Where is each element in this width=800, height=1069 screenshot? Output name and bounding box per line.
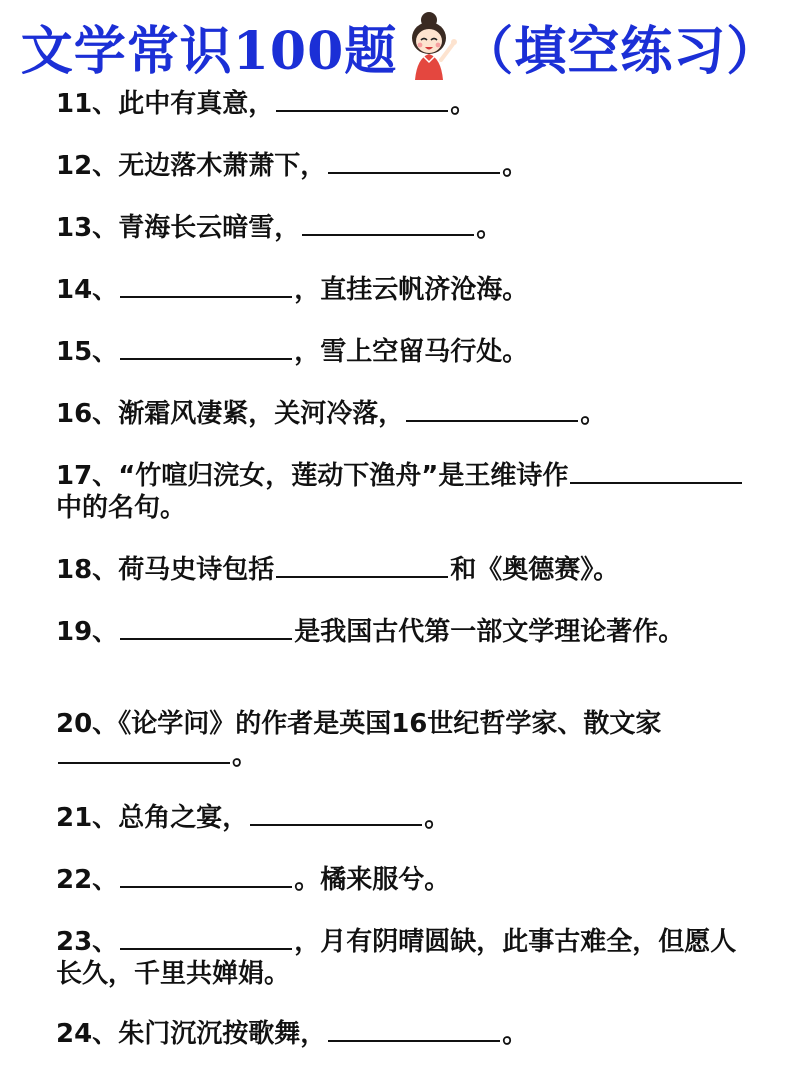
answer-blank[interactable] — [276, 554, 448, 578]
question-text: 朱门沉沉按歌舞， — [118, 1019, 327, 1049]
question-number: 14、 — [56, 275, 119, 305]
question-number: 15、 — [56, 337, 119, 367]
question-16 — [56, 398, 746, 430]
question-text: 。 — [502, 151, 529, 181]
question-text: 。橘来服兮。 — [294, 865, 451, 895]
question-number: 17、 — [56, 461, 119, 491]
girl-mascot-icon — [399, 10, 459, 82]
question-text: 《论学问》的作者是英国16世纪哲学家、散文家 — [118, 709, 662, 739]
question-12 — [56, 150, 746, 182]
question-text: 。 — [502, 1019, 529, 1049]
question-21 — [56, 802, 746, 834]
question-number: 16、 — [56, 399, 119, 429]
question-23 — [56, 926, 746, 990]
question-20 — [56, 708, 746, 772]
answer-blank[interactable] — [120, 336, 292, 360]
question-text: 。 — [424, 803, 451, 833]
answer-blank[interactable] — [302, 212, 474, 236]
question-number: 11、 — [56, 89, 119, 119]
question-number: 19、 — [56, 617, 119, 647]
answer-blank[interactable] — [328, 150, 500, 174]
page-header — [0, 8, 800, 84]
question-text: 和《奥德赛》。 — [450, 555, 620, 585]
question-text: 。 — [580, 399, 607, 429]
question-text: 。 — [476, 213, 503, 243]
question-number: 20、 — [56, 709, 119, 739]
question-text: 荷马史诗包括 — [118, 555, 275, 585]
question-text: ，雪上空留马行处。 — [294, 337, 529, 367]
answer-blank[interactable] — [570, 460, 742, 484]
question-number: 23、 — [56, 927, 119, 957]
question-number: 18、 — [56, 555, 119, 585]
question-number: 12、 — [56, 151, 119, 181]
question-number: 24、 — [56, 1019, 119, 1049]
question-text: ，月有阴晴圆缺，此事古难全，但愿人长久，千里共婵娟。 — [56, 927, 737, 989]
page-subtitle: （填空练习） — [461, 20, 780, 82]
question-number: 21、 — [56, 803, 119, 833]
answer-blank[interactable] — [120, 616, 292, 640]
question-13 — [56, 212, 746, 244]
answer-blank[interactable] — [58, 740, 230, 764]
answer-blank[interactable] — [250, 802, 422, 826]
question-text: 中的名句。 — [56, 493, 187, 523]
question-19 — [56, 616, 746, 648]
question-15 — [56, 336, 746, 368]
page-title: 文学常识100题 — [20, 20, 398, 82]
question-text: 总角之宴， — [118, 803, 249, 833]
question-text: 渐霜风凄紧，关河冷落， — [118, 399, 405, 429]
question-number: 22、 — [56, 865, 119, 895]
question-14 — [56, 274, 746, 306]
question-text: 青海长云暗雪， — [118, 213, 301, 243]
question-text: 无边落木萧萧下， — [118, 151, 327, 181]
answer-blank[interactable] — [120, 864, 292, 888]
answer-blank[interactable] — [120, 926, 292, 950]
question-11 — [56, 88, 746, 120]
question-text: 。 — [232, 741, 259, 771]
answer-blank[interactable] — [328, 1018, 500, 1042]
question-number: 13、 — [56, 213, 119, 243]
question-18 — [56, 554, 746, 586]
question-text: 此中有真意， — [118, 89, 275, 119]
question-17 — [56, 460, 746, 524]
question-22 — [56, 864, 746, 896]
question-text: 是我国古代第一部文学理论著作。 — [294, 617, 685, 647]
answer-blank[interactable] — [276, 88, 448, 112]
question-text: “竹喧归浣女，莲动下渔舟”是王维诗作 — [118, 461, 569, 491]
question-24 — [56, 1018, 746, 1050]
question-text: 。 — [450, 89, 477, 119]
question-text: ，直挂云帆济沧海。 — [294, 275, 529, 305]
answer-blank[interactable] — [120, 274, 292, 298]
answer-blank[interactable] — [406, 398, 578, 422]
